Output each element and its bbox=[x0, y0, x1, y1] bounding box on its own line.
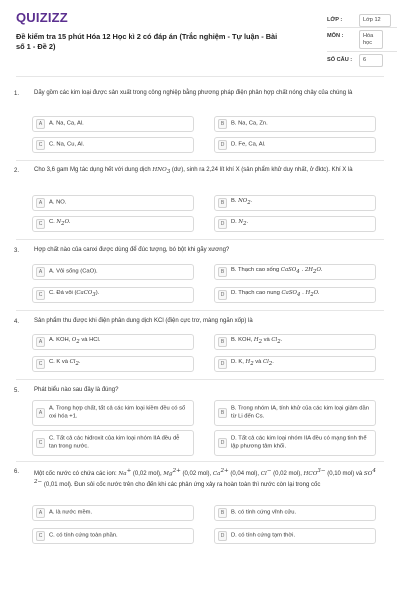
option-d[interactable] bbox=[214, 287, 376, 303]
option-text: B. Trong nhóm IA, tính khử của các kim loại giảm dần từ Li đến Cs. bbox=[231, 405, 369, 419]
meta-divider bbox=[327, 51, 397, 52]
question-text: Phát biểu nào sau đây là đúng? bbox=[34, 387, 119, 393]
option-b[interactable] bbox=[214, 264, 376, 280]
option-letter: C bbox=[36, 359, 45, 369]
option-d[interactable] bbox=[214, 356, 376, 372]
option-text: C. Tất cả các hiđroxit của kim loại nhóm IIA đều dễ tan trong nước. bbox=[49, 435, 180, 449]
option-letter: C bbox=[36, 219, 45, 229]
option-letter: C bbox=[36, 290, 45, 300]
class-label: LỚP : bbox=[327, 17, 343, 23]
option-b[interactable] bbox=[214, 116, 376, 132]
question-number: 2. bbox=[14, 168, 20, 174]
count-label: SỐ CÂU : bbox=[327, 57, 353, 63]
option-letter: B bbox=[218, 198, 227, 208]
question-number: 5. bbox=[14, 388, 20, 394]
question-number: 4. bbox=[14, 319, 20, 325]
option-text: D. K, $H_2$ và $Cl_2$. bbox=[231, 359, 274, 368]
option-letter: A bbox=[36, 508, 45, 518]
option-b[interactable] bbox=[214, 195, 376, 211]
option-text: C. Na, Cu, Al. bbox=[49, 141, 85, 148]
question-text: Sản phẩm thu được khi điện phân dung dịch KCl (điện cực trơ, màng ngăn xốp) là bbox=[34, 318, 253, 324]
option-text: D. $N_2$. bbox=[231, 219, 249, 228]
option-b[interactable] bbox=[214, 334, 376, 350]
option-text: D. Fe, Ca, Al. bbox=[231, 141, 266, 148]
option-d[interactable] bbox=[214, 430, 376, 456]
option-a[interactable] bbox=[32, 334, 194, 350]
option-c[interactable] bbox=[32, 528, 194, 544]
question-number: 6. bbox=[14, 469, 20, 475]
meta-divider bbox=[327, 27, 397, 28]
subject-value: Hóa học bbox=[359, 30, 383, 49]
option-text: A. Na, Ca, Al. bbox=[49, 120, 84, 127]
option-text: B. $NO_2$. bbox=[231, 198, 253, 207]
question-text: Hợp chất nào của canxi được dùng để đúc tượng, bó bột khi gãy xương? bbox=[34, 247, 230, 253]
option-d[interactable] bbox=[214, 528, 376, 544]
option-a[interactable] bbox=[32, 116, 194, 132]
option-c[interactable] bbox=[32, 356, 194, 372]
option-letter: A bbox=[36, 198, 45, 208]
quizizz-logo: QUIZIZZ bbox=[16, 10, 68, 25]
question-divider bbox=[16, 461, 384, 462]
option-text: A. là nước mềm. bbox=[49, 509, 93, 516]
page-title: Đề kiểm tra 15 phút Hóa 12 Học kì 2 có đáp án (Trắc nghiệm - Tự luận - Bài số 1 - Đề 2) bbox=[16, 32, 278, 51]
question-divider bbox=[16, 160, 384, 161]
option-text: D. Tất cả các kim loại nhóm IIA đều có mạng tinh thể lập phương tâm khối. bbox=[231, 435, 367, 449]
option-text: C. có tính cứng toàn phần. bbox=[49, 532, 118, 539]
option-c[interactable] bbox=[32, 287, 194, 303]
option-letter: D bbox=[218, 140, 227, 150]
option-text: A. Vôi sống (CaO). bbox=[49, 268, 98, 275]
header-divider bbox=[16, 76, 384, 77]
count-value: 6 bbox=[359, 54, 383, 67]
option-text: D. Thạch cao nung CaSO$_4$ . $H_2O$. bbox=[231, 290, 320, 299]
class-value: Lớp 12 bbox=[359, 14, 391, 27]
option-letter: C bbox=[36, 531, 45, 541]
question-text: Cho 3,6 gam Mg tác dụng hết với dung dịch $HNO_3$ (dư), sinh ra 2,24 lít khí X (sản phẩm khử duy nhất, ở đktc). Khí X là bbox=[34, 167, 353, 176]
option-text: C. $N_2O$. bbox=[49, 219, 71, 228]
option-text: B. Thạch cao sống CaSO$_4$ . $2H_2O$. bbox=[231, 267, 323, 276]
option-a[interactable] bbox=[32, 400, 194, 426]
option-letter: B bbox=[218, 508, 227, 518]
option-text: A. NO. bbox=[49, 199, 67, 206]
option-c[interactable] bbox=[32, 430, 194, 456]
option-a[interactable] bbox=[32, 264, 194, 280]
subject-label: MÔN : bbox=[327, 33, 344, 39]
option-a[interactable] bbox=[32, 195, 194, 211]
option-text: B. Na, Ca, Zn. bbox=[231, 120, 268, 127]
option-letter: B bbox=[218, 408, 227, 418]
option-letter: D bbox=[218, 359, 227, 369]
option-text: B. có tính cứng vĩnh cửu. bbox=[231, 509, 297, 516]
question-text: Dãy gồm các kim loại được sản xuất trong công nghiệp bằng phương pháp điện phân hợp chất nóng chảy của chúng là bbox=[34, 90, 353, 96]
option-letter: A bbox=[36, 119, 45, 129]
option-letter: D bbox=[218, 531, 227, 541]
option-d[interactable] bbox=[214, 216, 376, 232]
option-letter: B bbox=[218, 337, 227, 347]
question-divider bbox=[16, 310, 384, 311]
option-letter: A bbox=[36, 408, 45, 418]
option-a[interactable] bbox=[32, 505, 194, 521]
option-letter: D bbox=[218, 438, 227, 448]
option-letter: B bbox=[218, 119, 227, 129]
option-text: D. có tính cứng tạm thời. bbox=[231, 532, 296, 539]
option-text: C. Đá vôi (CaCO$_3$). bbox=[49, 290, 100, 299]
option-text: A. KOH, $O_2$ và HCl. bbox=[49, 337, 101, 346]
option-letter: D bbox=[218, 219, 227, 229]
option-letter: D bbox=[218, 290, 227, 300]
option-text: B. KOH, $H_2$ và $Cl_2$. bbox=[231, 337, 283, 346]
question-text: Một cốc nước có chứa các ion: Na+ (0,02 mol), $Mg^{2+}$ (0,02 mol), $Ca^{2+}$ (0,04 mol), Cl− (0,02 mol), $HCO^{3-}$ (0,10 mol) và $SO^{4 2-}$ (0,01 mol). Đun sôi cốc nước trên cho đến khi các phản ứng xảy ra hoàn toàn thì nước còn lại trong cốc bbox=[34, 468, 376, 489]
option-letter: A bbox=[36, 337, 45, 347]
question-number: 3. bbox=[14, 248, 20, 254]
option-d[interactable] bbox=[214, 137, 376, 153]
option-text: A. Trong hợp chất, tất cả các kim loại kiềm đều có số oxi hóa +1. bbox=[49, 405, 186, 419]
option-c[interactable] bbox=[32, 216, 194, 232]
option-letter: A bbox=[36, 267, 45, 277]
question-divider bbox=[16, 239, 384, 240]
option-letter: C bbox=[36, 140, 45, 150]
option-b[interactable] bbox=[214, 505, 376, 521]
option-c[interactable] bbox=[32, 137, 194, 153]
option-letter: C bbox=[36, 438, 45, 448]
option-b[interactable] bbox=[214, 400, 376, 426]
option-letter: B bbox=[218, 267, 227, 277]
option-text: C. K và $Cl_2$. bbox=[49, 359, 81, 368]
question-divider bbox=[16, 379, 384, 380]
question-number: 1. bbox=[14, 91, 20, 97]
